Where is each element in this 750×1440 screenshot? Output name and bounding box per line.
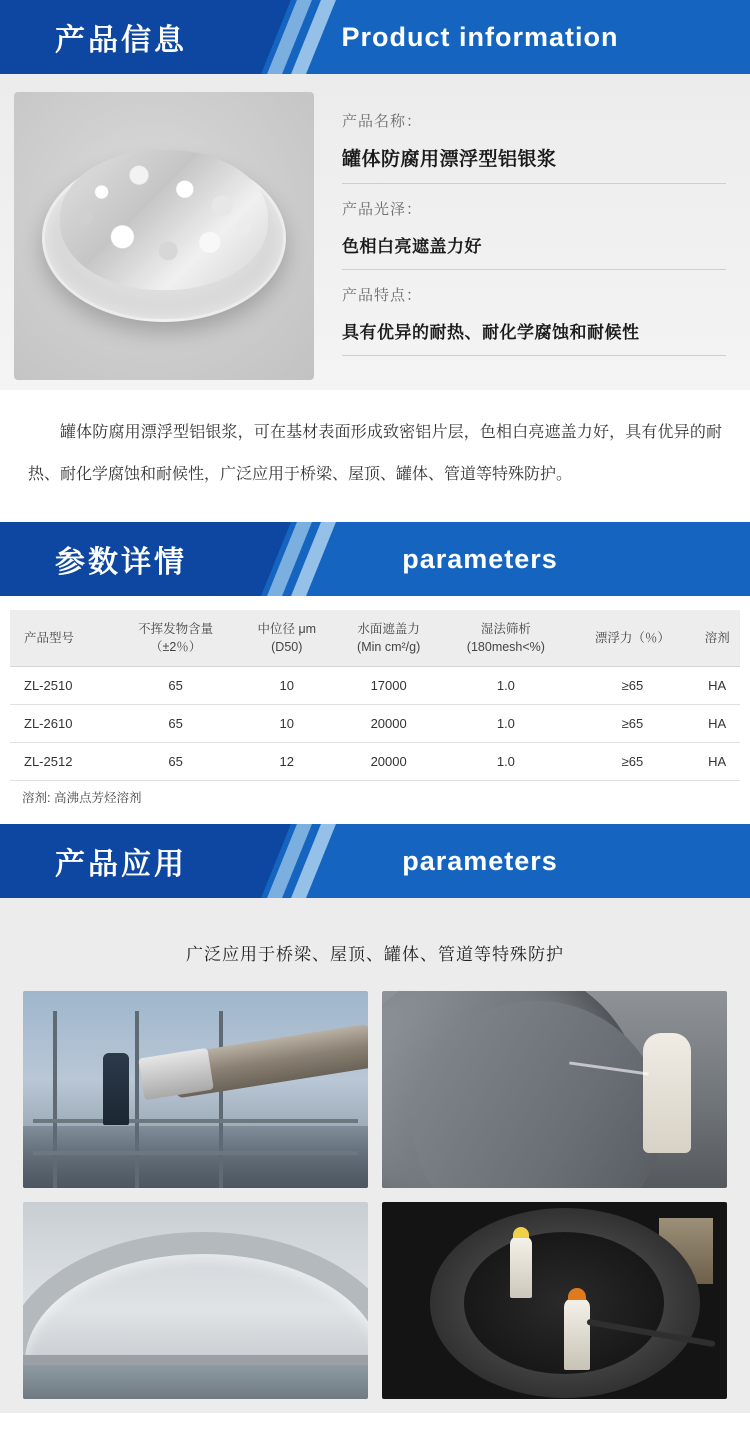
pipe-spraying-scaffold-photo [23, 991, 368, 1188]
worker-figure-1 [510, 1236, 532, 1298]
product-photo [14, 92, 314, 380]
ground-shape [23, 1365, 368, 1399]
application-panel [0, 898, 750, 1413]
parameter-table-wrap [0, 596, 750, 824]
parameter-table [10, 610, 740, 781]
worker-figure-2 [564, 1298, 590, 1370]
header-line-2: (180mesh<%) [466, 640, 545, 654]
header-line-1: 中位径 μm [257, 622, 317, 636]
cell-model: ZL-2510 [10, 667, 114, 705]
section-banner-product-info [0, 0, 750, 74]
cell-nonvolatile: 65 [114, 667, 238, 705]
application-title: 广泛应用于桥梁、屋顶、罐体、管道等特殊防护 [186, 945, 564, 964]
table-row [10, 705, 740, 743]
pipe-interior-workers-photo [382, 1202, 727, 1399]
table-header [10, 610, 740, 667]
scaffold-post-2 [135, 1011, 139, 1188]
product-field-features [342, 284, 726, 356]
table-header-cell-nonvolatile [114, 610, 238, 667]
header-line-1: 水面遮盖力 [357, 622, 420, 636]
cell-nonvolatile: 65 [114, 743, 238, 781]
application-image-grid [14, 991, 736, 1399]
table-header-cell-d50 [238, 610, 336, 667]
section-title-cn: 产品信息 [55, 24, 187, 57]
section-title-cn: 参数详情 [55, 546, 187, 579]
cell-wet-sieve: 1.0 [441, 743, 570, 781]
product-description: 罐体防腐用漂浮型铝银浆，可在基材表面形成致密铝片层，色相白亮遮盖力好，具有优异的耐热、耐化学腐蚀和耐候性，广泛应用于桥梁、屋顶、罐体、管道等特殊防护。 [28, 424, 722, 483]
cell-nonvolatile: 65 [114, 705, 238, 743]
table-body [10, 667, 740, 781]
table-header-cell-wet-sieve [441, 610, 570, 667]
product-info-panel [0, 74, 750, 390]
product-field-list [314, 92, 736, 370]
section-banner-application [0, 824, 750, 898]
cell-wet-sieve: 1.0 [441, 705, 570, 743]
cell-d50: 10 [238, 667, 336, 705]
table-header-row [10, 610, 740, 667]
cell-solvent: HA [694, 705, 740, 743]
field-label: 产品特点： [342, 287, 423, 304]
header-line-1: 湿法筛析 [480, 622, 531, 636]
cell-water-coverage: 20000 [336, 705, 441, 743]
product-field-gloss [342, 198, 726, 270]
field-value: 色相白亮遮盖力好 [342, 237, 482, 256]
cell-model: ZL-2610 [10, 705, 114, 743]
cell-model: ZL-2512 [10, 743, 114, 781]
cell-d50: 10 [238, 705, 336, 743]
table-row [10, 743, 740, 781]
section-title-cn: 产品应用 [55, 848, 187, 881]
cell-floatability: ≥65 [570, 667, 694, 705]
cell-water-coverage: 17000 [336, 667, 441, 705]
scaffold-post-1 [53, 1011, 57, 1188]
header-line-1: 溶剂 [704, 631, 730, 645]
product-field-name [342, 110, 726, 184]
banner-left-block [0, 824, 250, 898]
header-line-2: （±2％） [149, 640, 202, 654]
cell-solvent: HA [694, 743, 740, 781]
banner-left-block [0, 0, 250, 74]
worker-figure [103, 1053, 129, 1125]
bridge-deck-shape [23, 1355, 368, 1365]
field-label: 产品名称： [342, 113, 423, 130]
scaffold-rail-1 [33, 1119, 358, 1123]
steel-arch-bridge-photo [23, 1202, 368, 1399]
scaffold-post-3 [219, 1011, 223, 1188]
banner-left-block [0, 522, 250, 596]
header-line-1: 漂浮力（％） [594, 631, 670, 645]
aluminium-paste-flakes [60, 150, 268, 290]
cell-water-coverage: 20000 [336, 743, 441, 781]
section-title-en: parameters [402, 543, 558, 574]
header-line-2: (D50) [271, 640, 303, 654]
table-header-cell-water-coverage [336, 610, 441, 667]
table-header-cell-model [10, 610, 114, 667]
cell-wet-sieve: 1.0 [441, 667, 570, 705]
header-line-1: 产品型号 [24, 631, 75, 645]
section-title-en: parameters [402, 845, 558, 876]
cell-d50: 12 [238, 743, 336, 781]
table-row [10, 667, 740, 705]
field-value: 具有优异的耐热、耐化学腐蚀和耐候性 [342, 323, 640, 342]
table-footnote: 溶剂: 高沸点芳烃溶剂 [22, 791, 142, 805]
worker-white-suit-figure [643, 1033, 691, 1153]
header-line-2: (Min cm²/g) [357, 640, 421, 654]
cell-floatability: ≥65 [570, 743, 694, 781]
cell-floatability: ≥65 [570, 705, 694, 743]
field-value: 罐体防腐用漂浮型铝银浆 [342, 149, 557, 170]
field-label: 产品光泽： [342, 201, 423, 218]
scaffold-rail-2 [33, 1151, 358, 1155]
tank-curved-surface-spraying-photo [382, 991, 727, 1188]
section-banner-parameters [0, 522, 750, 596]
header-line-1: 不挥发物含量 [138, 622, 214, 636]
table-header-cell-floatability [570, 610, 694, 667]
table-header-cell-solvent [694, 610, 740, 667]
section-title-en: Product information [341, 21, 619, 52]
cell-solvent: HA [694, 667, 740, 705]
